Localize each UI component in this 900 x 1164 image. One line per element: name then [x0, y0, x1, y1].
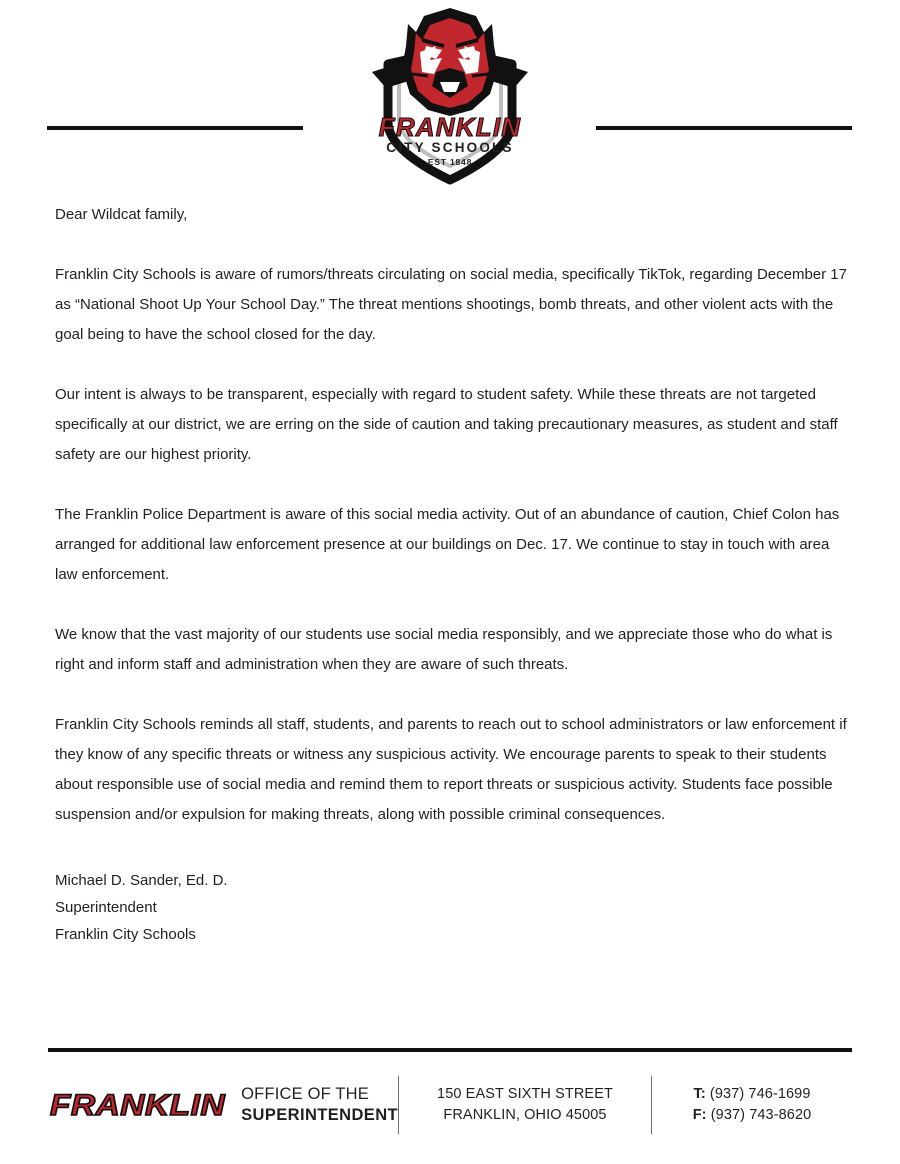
- footer-brand: [48, 1084, 398, 1126]
- letter-paragraph-5: Franklin City Schools reminds all staff, students, and parents to reach out to school administrators or law enforcement if they know of any specific threats or witness any suspicious activity. We encourage parents to speak to their students about responsible use of social media and remind them to report threats or suspicious activity. Students face possible suspension and/or expulsion for making threats, along with possible criminal consequences.: [55, 716, 847, 823]
- salutation: Dear Wildcat family,: [55, 206, 188, 223]
- letter-body: [55, 200, 855, 948]
- logo-subtitle: CITY SCHOOLS: [386, 140, 514, 155]
- logo-established: EST 1848: [427, 157, 473, 167]
- signature-organization: Franklin City Schools: [55, 926, 196, 943]
- footer-fax: [652, 1105, 852, 1126]
- footer-office-line2: SUPERINTENDENT: [241, 1106, 398, 1124]
- letter-paragraph-2: Our intent is always to be transparent, especially with regard to student safety. While these threats are not targeted specifically at our district, we are erring on the side of caution and taking precautionary measures, as student and staff safety are our highest priority.: [55, 386, 838, 463]
- footer-rule: [48, 1048, 852, 1052]
- letter-paragraph-3: The Franklin Police Department is aware of this social media activity. Out of an abundance of caution, Chief Colon has arranged for additional law enforcement presence at our buildings on Dec. 17. We continue to stay in touch with area law enforcement.: [55, 506, 840, 583]
- franklin-wordmark-icon: [48, 1084, 227, 1126]
- footer-phone-number: (937) 746-1699: [709, 1086, 811, 1102]
- letterhead: [0, 0, 900, 190]
- footer-phone: [652, 1084, 852, 1105]
- footer-fax-number: (937) 743-8620: [710, 1107, 812, 1123]
- svg-text:FRANKLIN: FRANKLIN: [49, 1088, 227, 1122]
- footer: [0, 1040, 900, 1164]
- wildcat-mascot-head-icon: [350, 2, 550, 188]
- footer-address-line2: FRANKLIN, OHIO 45005: [443, 1107, 607, 1123]
- footer-office-line1: OFFICE OF THE: [241, 1085, 370, 1103]
- footer-phone-label: T:: [693, 1086, 706, 1102]
- signature-block: [55, 867, 855, 948]
- signature-name: Michael D. Sander, Ed. D.: [55, 872, 228, 889]
- footer-address-line1: 150 EAST SIXTH STREET: [437, 1086, 613, 1102]
- header-rule-right: [596, 126, 852, 130]
- letter-paragraph-1: Franklin City Schools is aware of rumors/threats circulating on social media, specifically TikTok, regarding December 17 as “National Shoot Up Your School Day.” The threat mentions shootings, bomb threats, and other violent acts with the goal being to have the school closed for the day.: [55, 266, 847, 343]
- header-rule-left: [47, 126, 303, 130]
- district-logo: [350, 2, 550, 188]
- footer-fax-label: F:: [692, 1107, 707, 1123]
- signature-title: Superintendent: [55, 899, 157, 916]
- footer-office-label: [241, 1084, 398, 1126]
- letter-paragraph-4: We know that the vast majority of our students use social media responsibly, and we appreciate those who do what is right and inform staff and administration when they are aware of such threats.: [55, 626, 833, 673]
- footer-contact: [652, 1084, 852, 1126]
- footer-content: [48, 1070, 852, 1140]
- footer-address: [399, 1084, 651, 1126]
- logo-wordmark: FRANKLIN: [378, 112, 522, 142]
